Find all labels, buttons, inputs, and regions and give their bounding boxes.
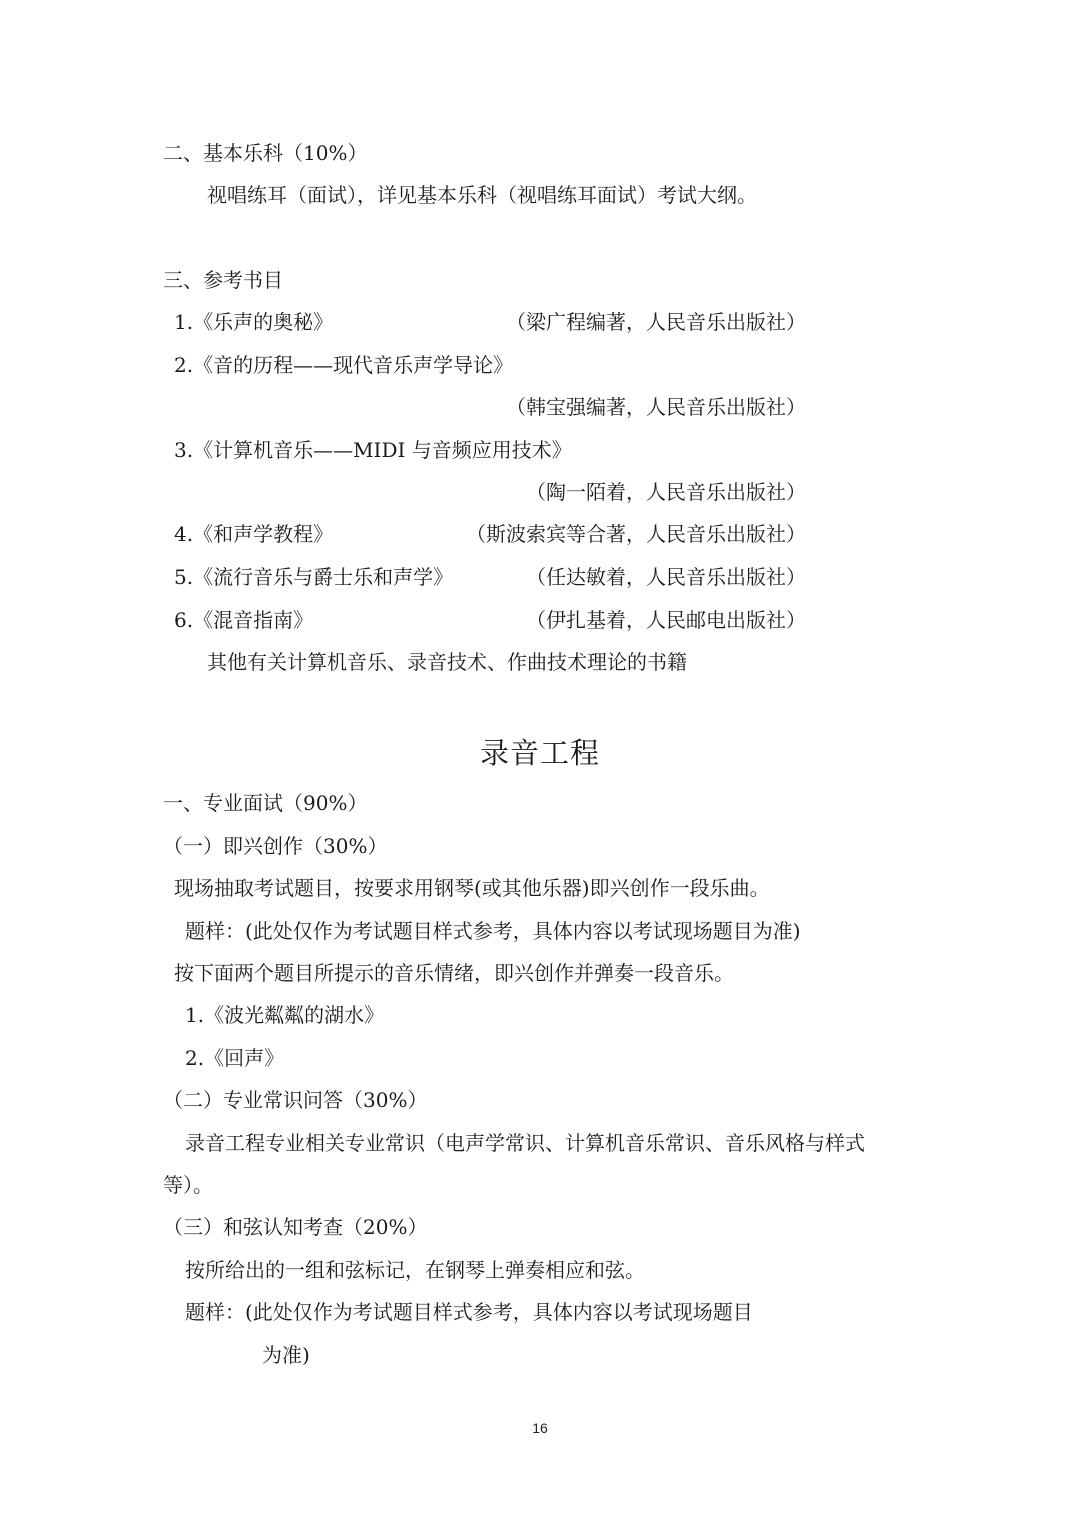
book-publisher: （任达敏着，人民音乐出版社）	[526, 565, 806, 589]
section-heading-references: 三、参考书目	[163, 268, 283, 292]
subheading-improvisation: （一）即兴创作（30%）	[163, 834, 388, 858]
list-item: 1.《波光粼粼的湖水》	[185, 1003, 385, 1027]
improvisation-sample: 题样：(此处仅作为考试题目样式参考，具体内容以考试现场题目为准)	[185, 919, 801, 943]
book-title: 2.《音的历程——现代音乐声学导论》	[174, 353, 514, 377]
section-title-recording: 录音工程	[479, 736, 600, 770]
subheading-chord-recognition: （三）和弦认知考查（20%）	[163, 1215, 428, 1239]
list-item: 2.《回声》	[185, 1046, 285, 1070]
book-title: 1.《乐声的奥秘》	[174, 310, 334, 334]
book-publisher: （梁广程编著，人民音乐出版社）	[506, 310, 806, 334]
book-publisher: （伊扎基着，人民邮电出版社）	[526, 608, 806, 632]
book-title: 6.《混音指南》	[174, 608, 314, 632]
book-publisher: （陶一陌着，人民音乐出版社）	[526, 480, 806, 504]
section-text-basic-music: 视唱练耳（面试），详见基本乐科（视唱练耳面试）考试大纲。	[207, 183, 757, 207]
page-number: 16	[532, 1420, 548, 1436]
subheading-knowledge-qa: （二）专业常识问答（30%）	[163, 1088, 428, 1112]
chord-desc: 按所给出的一组和弦标记，在钢琴上弹奏相应和弦。	[185, 1258, 645, 1282]
improvisation-desc: 现场抽取考试题目，按要求用钢琴(或其他乐器)即兴创作一段乐曲。	[174, 876, 770, 900]
book-title: 3.《计算机音乐——MIDI 与音频应用技术》	[174, 438, 572, 462]
knowledge-desc-line1: 录音工程专业相关专业常识（电声学常识、计算机音乐常识、音乐风格与样式	[185, 1131, 865, 1155]
book-publisher: （韩宝强编著，人民音乐出版社）	[506, 395, 806, 419]
chord-sample-line1: 题样：(此处仅作为考试题目样式参考，具体内容以考试现场题目	[185, 1300, 753, 1324]
improvisation-instruction: 按下面两个题目所提示的音乐情绪，即兴创作并弹奏一段音乐。	[174, 961, 734, 985]
section-heading-basic-music: 二、基本乐科（10%）	[163, 141, 368, 165]
book-publisher: （斯波索宾等合著，人民音乐出版社）	[466, 522, 806, 546]
book-title: 5.《流行音乐与爵士乐和声学》	[174, 565, 454, 589]
book-title: 4.《和声学教程》	[174, 522, 334, 546]
references-other: 其他有关计算机音乐、录音技术、作曲技术理论的书籍	[207, 650, 687, 674]
heading-professional-interview: 一、专业面试（90%）	[163, 791, 368, 815]
chord-sample-line2: 为准)	[262, 1343, 310, 1367]
knowledge-desc-line2: 等）。	[163, 1173, 213, 1197]
